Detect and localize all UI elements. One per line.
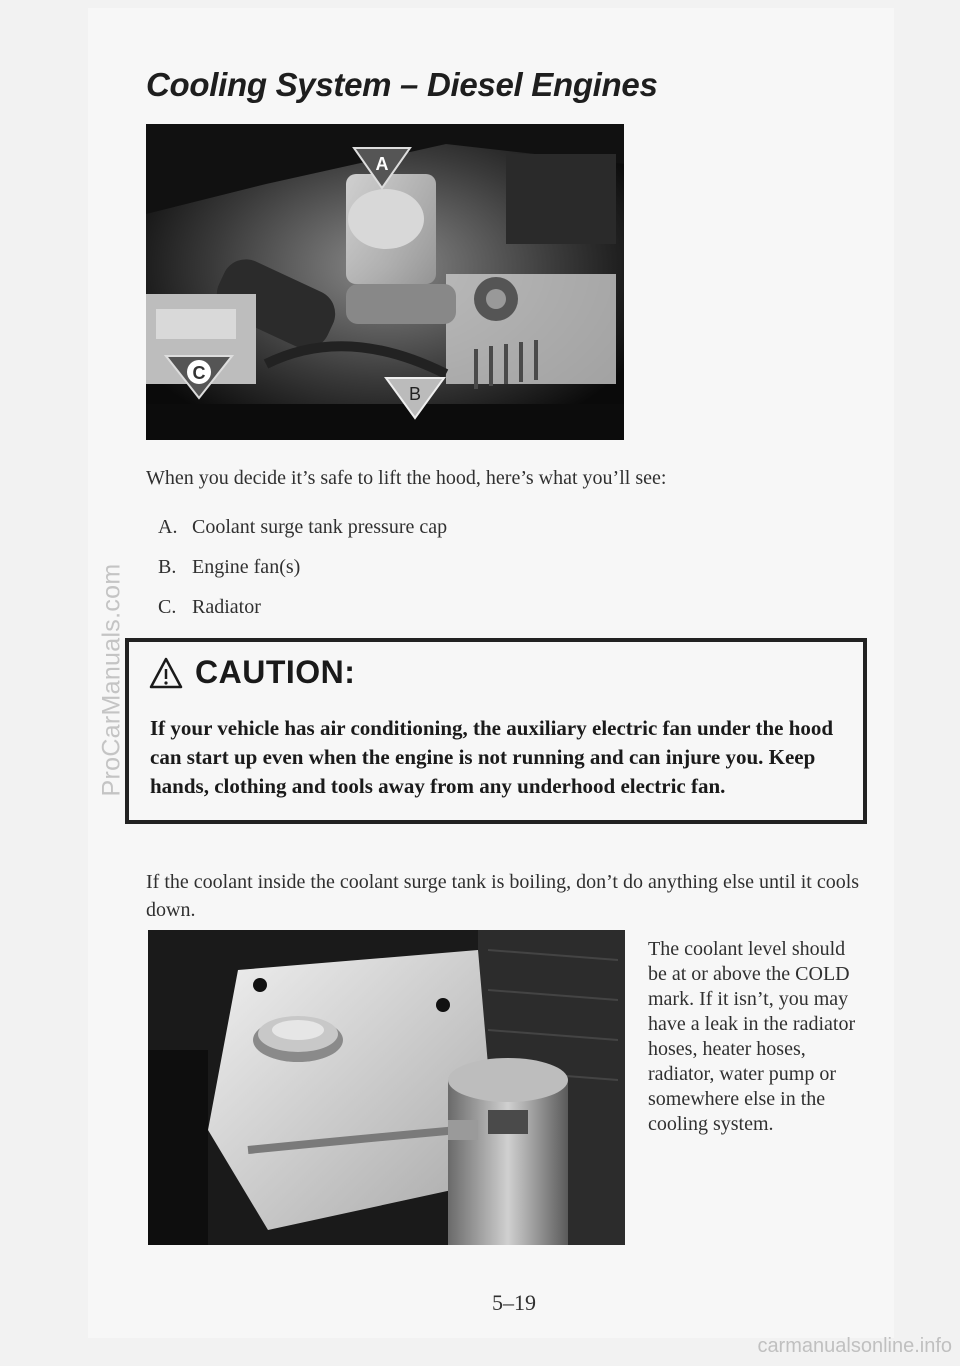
intro-text: When you decide it’s safe to lift the hood, here’s what you’ll see:: [146, 467, 667, 489]
callout-b-marker: [384, 374, 446, 420]
callout-a-label: A: [375, 154, 389, 174]
list-item-letter: A.: [158, 516, 178, 538]
page-title: Cooling System – Diesel Engines: [146, 66, 658, 103]
caution-heading: [149, 654, 355, 691]
coolant-level-text: The coolant level should be at or above the COLD mark. If it isn’t, you may have a leak in the radiator hoses, heater hoses, radiator, water pump or somewhere else in the cooling system.: [648, 938, 856, 1135]
list-item-text: Radiator: [192, 596, 261, 618]
boiling-paragraph: If the coolant inside the coolant surge tank is boiling, don’t do anything else until it cools down.: [146, 871, 860, 921]
list-item: [158, 556, 447, 596]
caution-box: [125, 638, 867, 824]
list-item-letter: B.: [158, 556, 177, 578]
callout-c-label: C: [192, 363, 206, 383]
caution-text: If your vehicle has air conditioning, the auxiliary electric fan under the hood can start up even when the engine is not running and can injure you. Keep hands, clothing and tools away from any underhood electric fan.: [150, 716, 834, 798]
coolant-surge-tank-photo: [148, 930, 625, 1245]
engine-compartment-photo: [146, 124, 624, 440]
footer-watermark: carmanualsonline.info: [757, 1335, 952, 1357]
page-number: 5–19: [492, 1290, 536, 1315]
caution-label: CAUTION:: [195, 654, 356, 690]
callout-a-marker: [352, 142, 412, 192]
warning-triangle-icon: [149, 657, 183, 689]
list-item-text: Coolant surge tank pressure cap: [192, 516, 448, 538]
list-item: [158, 516, 447, 556]
list-item-text: Engine fan(s): [192, 556, 301, 578]
callout-c-marker: [164, 352, 234, 402]
list-item: [158, 596, 447, 636]
list-item-letter: C.: [158, 596, 177, 618]
component-list: [158, 516, 447, 636]
callout-b-label: B: [408, 384, 422, 404]
side-watermark: ProCarManuals.com: [97, 563, 126, 797]
